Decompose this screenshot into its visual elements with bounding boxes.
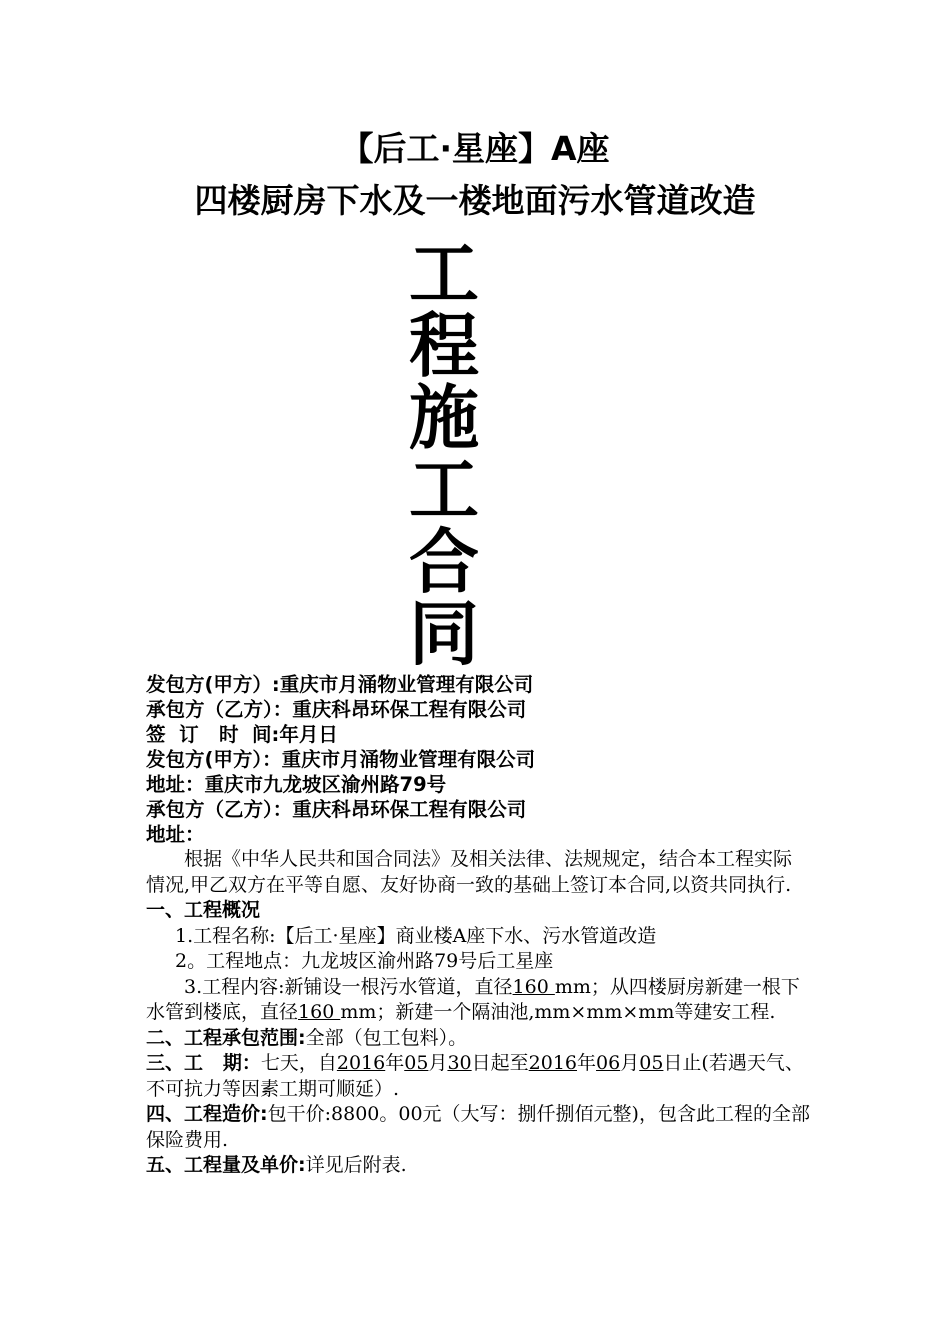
party-b-line: 承包方（乙方）：重庆科昂环保工程有限公司 (146, 698, 527, 721)
section-4-text: 包干价:8800。00元（大写：捌仟捌佰元整)，包含此工程的全部保险费用. (146, 1103, 810, 1151)
end-day: 05 (639, 1052, 664, 1074)
title-line-2: 四楼厨房下水及一楼地面污水管道改造 (194, 181, 756, 220)
section-3-text: 七天，自 (260, 1052, 337, 1074)
section-5-text: 详见后附表. (305, 1154, 407, 1176)
section-3-heading: 三、工 期： (146, 1052, 261, 1074)
pipe-diameter-1: 160 (512, 975, 555, 998)
section-2-heading: 二、工程承包范围: (146, 1026, 306, 1049)
vertical-title-char: 工 (409, 233, 479, 315)
section-3-text: 月 (428, 1052, 448, 1074)
start-year: 2016 (336, 1052, 386, 1074)
section-3-text: 日止(若遇天气、不可抗力等因素工期可顺延）. (146, 1052, 804, 1100)
section-4 (146, 1102, 810, 1153)
vertical-title-char: 合 (409, 521, 479, 603)
party-a-address: 地址：重庆市九龙坡区渝州路79号 (146, 773, 447, 796)
end-month: 06 (596, 1052, 621, 1074)
section-3-text: 年 (385, 1052, 405, 1074)
contract-body (146, 847, 810, 1179)
item-3-text-b: mm；从四楼厨房新建一根下水管到楼底，直径 (146, 975, 800, 1023)
item-3-text-a: 3.工程内容:新铺设一根污水管道，直径 (184, 975, 513, 998)
sign-date-line: 签 订 时 间:年月日 (146, 723, 338, 746)
section-3 (146, 1051, 810, 1102)
section-3-text: 日起至 (471, 1052, 529, 1074)
party-a-repeat-line: 发包方(甲方）：重庆市月涌物业管理有限公司 (146, 748, 536, 771)
vertical-title (404, 233, 484, 675)
section-1-item-2: 2。工程地点：九龙坡区渝州路79号后工星座 (175, 950, 554, 972)
party-a-line: 发包方(甲方）:重庆市月涌物业管理有限公司 (146, 673, 534, 696)
vertical-title-char: 同 (409, 593, 479, 675)
vertical-title-char: 施 (409, 377, 479, 459)
vertical-title-char: 工 (409, 449, 479, 531)
section-3-text: 年 (577, 1052, 597, 1074)
section-2-text: 全部（包工包料）。 (305, 1026, 468, 1049)
section-4-heading: 四、工程造价: (146, 1103, 268, 1125)
start-day: 30 (447, 1052, 472, 1074)
party-b-repeat-line: 承包方（乙方）：重庆科昂环保工程有限公司 (146, 798, 527, 821)
intro-paragraph: 根据《中华人民共和国合同法》及相关法律、法规规定，结合本工程实际情况,甲乙双方在平等自愿、友好协商一致的基础上签订本合同,以资共同执行. (146, 848, 793, 896)
item-3-text-c: mm；新建一个隔油池,mm×mm×mm等建安工程. (340, 1001, 776, 1023)
section-1-item-1: 1.工程名称:【后工·星座】商业楼A座下水、污水管道改造 (175, 924, 657, 947)
section-3-text: 月 (620, 1052, 640, 1074)
title-line-1: 【后工·星座】A座 (340, 129, 610, 168)
section-2 (146, 1026, 810, 1052)
section-1-heading: 一、工程概况 (146, 899, 261, 921)
start-month: 05 (404, 1052, 429, 1074)
section-1-item-3 (146, 975, 810, 1026)
section-5-heading: 五、工程量及单价: (146, 1154, 306, 1176)
end-year: 2016 (528, 1052, 578, 1074)
party-b-address: 地址： (146, 823, 205, 846)
vertical-title-char: 程 (409, 305, 479, 387)
pipe-diameter-2: 160 (298, 1001, 341, 1023)
section-5 (146, 1153, 810, 1179)
